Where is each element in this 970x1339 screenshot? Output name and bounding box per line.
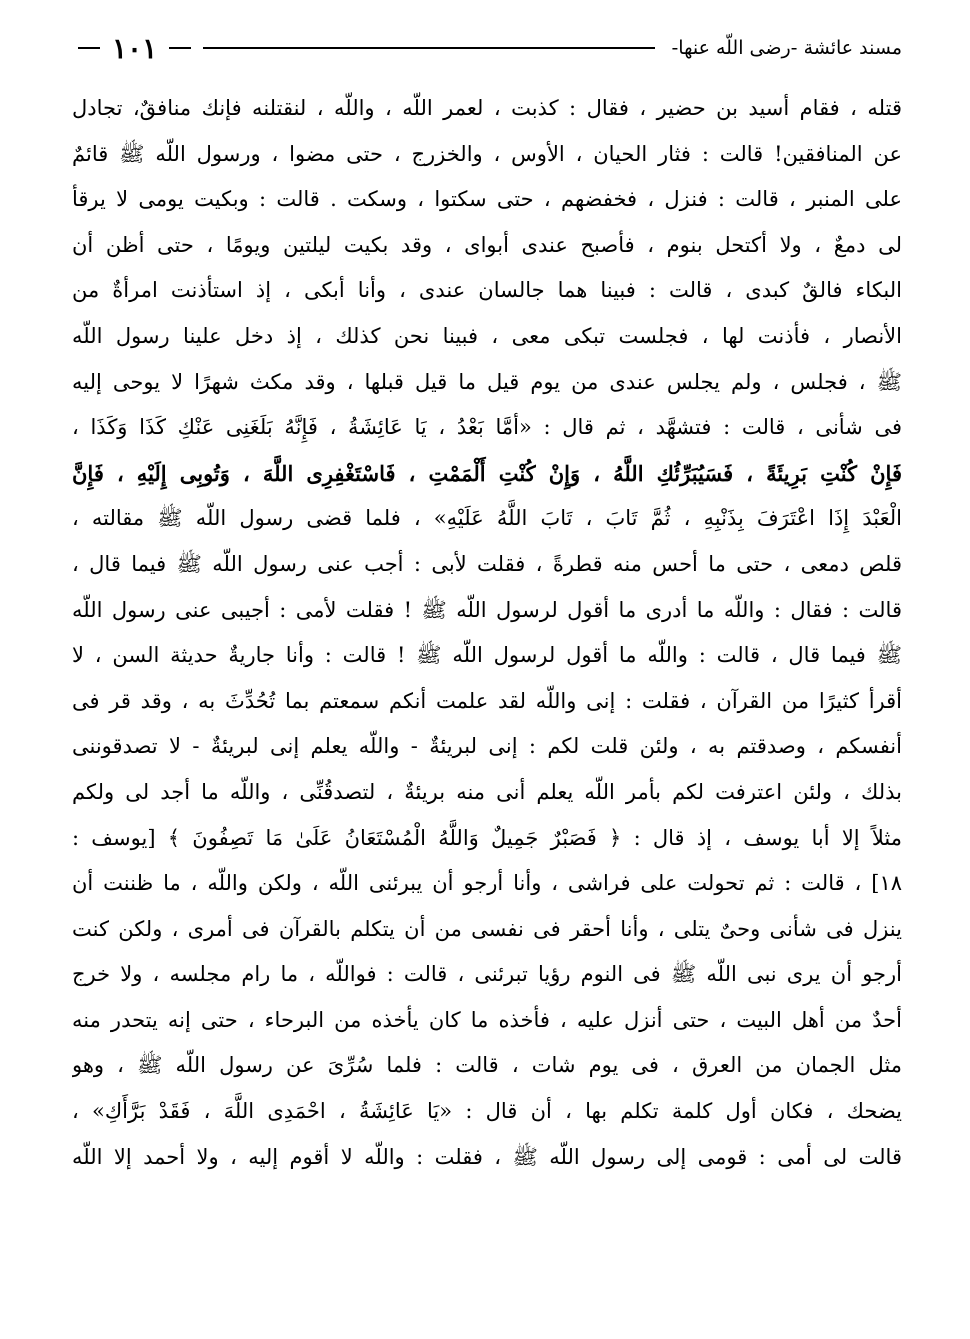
header-rule	[203, 47, 655, 49]
text-line: أرجو أن يرى نبى اللّه ﷺ فى النوم رؤيا تبرئنى ، قالت : فواللّه ، ما رام مجلسه ، ولا خرج	[72, 962, 902, 987]
page-number: ١٠١	[112, 31, 158, 65]
text-line: قتله ، فقام أسيد بن حضير ، فقال : كذبت ، لعمر اللّه ، واللّه ، لنقتلنه فإنك منافقٌ، تجادل	[72, 96, 902, 120]
text-line: ١٨] ، قالت : ثم تحولت على فراشى ، وأنا أرجو أن يبرئنى اللّه ، ولكن واللّه ، ما ظننت أن	[72, 871, 902, 896]
text-line: على المنبر ، قالت : فنزل ، فخفضهم ، حتى سكتوا ، وسكت . قالت : وبكيت يومى لا يرقأ	[72, 187, 902, 212]
text-line: قلص دمعى ، حتى ما أحس منه قطرةً ، فقلت لأبى : أجب عنى رسول اللّه ﷺ فيما قال ،	[72, 551, 902, 576]
text-line: ينزل فى شأنى وحىٌ يتلى ، وأنا أحقر فى نفسى من أن يتكلم بالقرآن فى أمرى ، ولكن كنت	[72, 916, 902, 941]
book-page	[72, 28, 902, 1318]
text-line: البكاء فالقٌ كبدى ، قالت : فبينا هما جالسان عندى ، وأنا أبكى ، إذ استأذنت امرأةٌ من	[72, 278, 902, 303]
text-line: مثل الجمان من العرق ، فى يوم شات ، قالت : فلما سُرِّىَ عن رسول اللّه ﷺ ، وهو	[72, 1053, 902, 1078]
header-dash-before-number	[169, 47, 191, 49]
text-line: يضحك ، فكان أول كلمة تكلم بها ، أن قال : «يَا عَائِشَةُ ، احْمَدِى اللَّهَ ، فَقَدْ بَرَّأَكِ» ،	[72, 1099, 902, 1124]
text-line: ﷺ فيما قال ، قالت : واللّه ما أقول لرسول اللّه ﷺ ! قالت : وأنا جاريةٌ حديثة السن ، لا	[72, 643, 902, 668]
text-line: فى شأنى ، قالت : فتشهَّد ، ثم قال : «أمَّا بَعْدُ ، يَا عَائِشَةُ ، فَإِنَّهُ بَلَغَنِى عَنْكِ كَذَا وَكَذَا ،	[72, 415, 902, 440]
text-line: أحدٌ من أهل البيت ، حتى أنزل عليه ، فأخذه ما كان يأخذه من البرحاء ، حتى إنه يتحدر منه	[72, 1007, 902, 1032]
text-line: مثلاً إلا أبا يوسف ، إذ قال : ﴿ فَصَبْرٌ جَمِيلٌ وَاللَّهُ الْمُسْتَعَانُ عَلَىٰ مَا تَصِفُونَ ﴾ [يوسف :	[72, 825, 902, 850]
text-line: أنفسكم ، وصدقتم به ، ولئن قلت لكم : إنى لبريئةٌ - واللّه يعلم إنى لبريئةٌ - لا تصدقوننى	[72, 734, 902, 759]
running-title: مسند عائشة -رضى اللّه عنها-	[671, 37, 902, 59]
text-line: الأنصار ، فأذنت لها ، فجلست تبكى معى ، فبينا نحن كذلك ، إذ دخل علينا رسول اللّه	[72, 323, 902, 348]
text-line: الْعَبْدَ إِذَا اعْتَرَفَ بِذَنْبِهِ ، ثُمَّ تَابَ ، تَابَ اللَّهُ عَلَيْهِ» ، فلما قضى رسول اللّه ﷺ مقالته ،	[72, 506, 902, 531]
header-dash-after-number	[78, 47, 100, 49]
text-line: أقرأ كثيرًا من القرآن ، فقلت : إنى واللّه لقد علمت أنكم سمعتم بما تُحُدِّثَ به ، وقد قر فى	[72, 688, 902, 713]
text-line: قالت لى أمى : قومى إلى رسول اللّه ﷺ ، فقلت : واللّه لا أقوم إليه ، ولا أحمد إلا اللّه	[72, 1144, 902, 1169]
text-line: بذلك ، ولئن اعترفت لكم بأمر اللّه يعلم أنى منه بريئةٌ ، لتصدقُنِّى ، واللّه ما أجد لى ولكم	[72, 779, 902, 804]
body-text	[72, 86, 902, 1180]
page-header	[72, 28, 902, 68]
text-line: قالت : فقال : واللّه ما أدرى ما أقول لرسول اللّه ﷺ ! فقلت لأمى : أجيبى عنى رسول اللّه	[72, 597, 902, 622]
text-line: ﷺ ، فجلس ، ولم يجلس عندى من يوم قيل ما قيل قبلها ، وقد مكث شهرًا لا يوحى إليه	[72, 369, 902, 394]
text-line: لى دمعٌ ، ولا أكتحل بنوم ، فأصبح عندى أبواى ، وقد بكيت ليلتين ويومًا ، حتى أظن أن	[72, 232, 902, 257]
text-line: فَإِنْ كُنْتِ بَرِيئَةً ، فَسَيُبَرِّئُكِ اللَّهُ ، وَإِنْ كُنْتِ أَلْمَمْتِ ، فَاسْتَغْفِرِى اللَّهَ ، وَتُوبِى إِلَيْهِ ، فَإِنَّ	[72, 460, 902, 486]
text-line: عن المنافقين! قالت : فثار الحيان ، الأوس ، والخزرج ، حتى مضوا ، ورسول اللّه ﷺ قائمٌ	[72, 141, 902, 166]
